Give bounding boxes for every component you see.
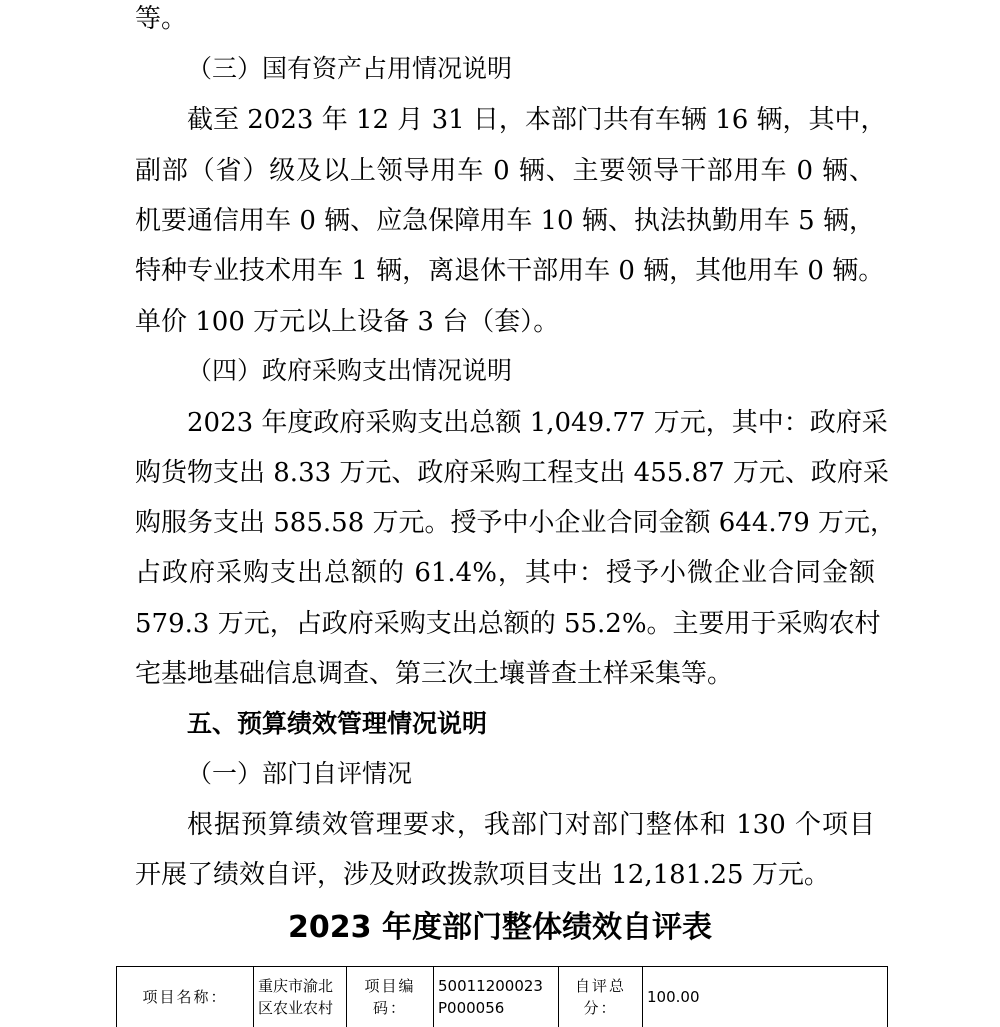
text-line: 机要通信用车 0 辆、应急保障用车 10 辆、执法执勤用车 5 辆，	[135, 196, 875, 246]
evaluation-table	[116, 966, 888, 1027]
subsection-heading: （一）部门自评情况	[187, 749, 875, 799]
text-line: 单价 100 万元以上设备 3 台（套）。	[135, 297, 875, 347]
project-name-label: 项目名称：	[117, 967, 254, 1027]
section-heading: 五、预算绩效管理情况说明	[187, 699, 875, 749]
text-line: 579.3 万元，占政府采购支出总额的 55.2%。主要用于采购农村	[135, 599, 875, 649]
table-title: 2023 年度部门整体绩效自评表	[0, 900, 1000, 956]
section-heading: （三）国有资产占用情况说明	[187, 44, 875, 94]
text-line: 占政府采购支出总额的 61.4%，其中：授予小微企业合同金额	[135, 548, 875, 598]
text-line: 根据预算绩效管理要求，我部门对部门整体和 130 个项目	[187, 800, 875, 850]
text-line: 截至 2023 年 12 月 31 日，本部门共有车辆 16 辆，其中，	[187, 95, 875, 145]
project-name-value: 重庆市渝北 区农业农村	[254, 967, 347, 1027]
section-heading: （四）政府采购支出情况说明	[187, 346, 875, 396]
score-value: 100.00	[643, 967, 888, 1027]
text-line: 2023 年度政府采购支出总额 1,049.77 万元，其中：政府采	[187, 398, 875, 448]
text-line: 特种专业技术用车 1 辆，离退休干部用车 0 辆，其他用车 0 辆。	[135, 246, 875, 296]
score-label: 自评总 分：	[559, 967, 643, 1027]
text-line: 等。	[135, 0, 875, 44]
text-line: 副部（省）级及以上领导用车 0 辆、主要领导干部用车 0 辆、	[135, 146, 875, 196]
table-row	[117, 967, 888, 1027]
text-line: 购服务支出 585.58 万元。授予中小企业合同金额 644.79 万元，	[135, 498, 875, 548]
project-code-value: 50011200023 P000056	[434, 967, 559, 1027]
text-line: 开展了绩效自评，涉及财政拨款项目支出 12,181.25 万元。	[135, 850, 875, 900]
project-code-label: 项目编 码：	[347, 967, 434, 1027]
text-line: 购货物支出 8.33 万元、政府采购工程支出 455.87 万元、政府采	[135, 448, 875, 498]
text-line: 宅基地基础信息调查、第三次土壤普查土样采集等。	[135, 649, 875, 699]
